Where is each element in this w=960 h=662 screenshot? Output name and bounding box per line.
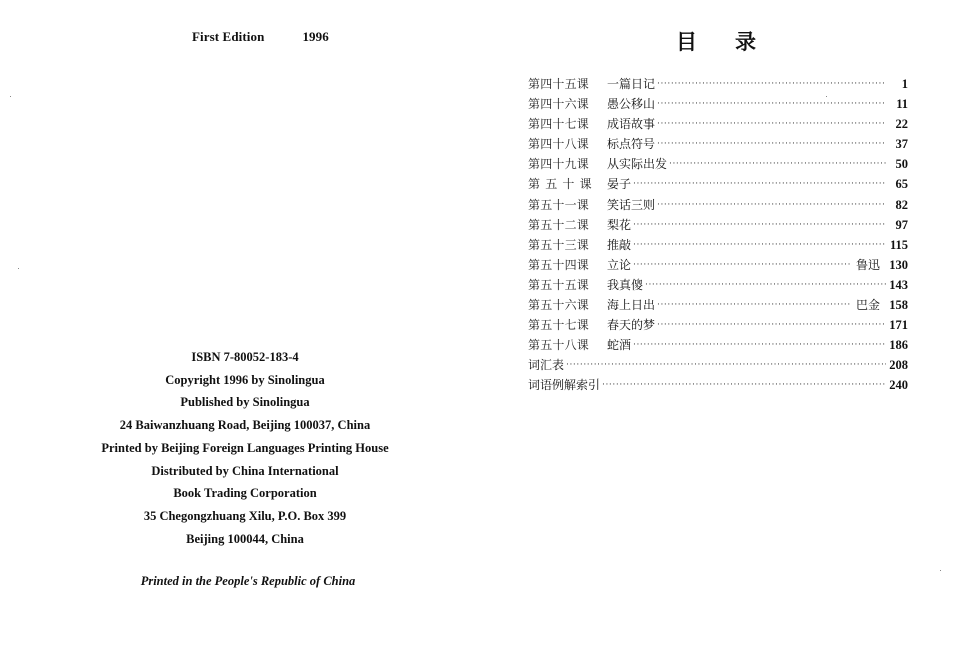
section-title: 词语例解索引 [528,378,601,393]
lesson-number: 第五十七课 [528,318,590,333]
toc-entry[interactable] [528,196,908,216]
page-number: 97 [895,217,908,232]
leader-dots [633,260,850,270]
section-title: 词汇表 [528,358,565,373]
leader-dots [669,159,886,169]
page-number: 240 [889,378,908,393]
toc-heading: 目录 [676,30,794,54]
edition-label: First Edition [192,29,265,44]
leader-dots [566,360,886,370]
printer-line: Printed by Beijing Foreign Languages Printing House [101,440,389,455]
publisher-line: Published by Sinolingua [180,395,310,410]
lesson-number: 第五十一课 [528,197,590,212]
distributor-line: Distributed by China International [151,463,339,478]
lesson-number: 第四十九课 [528,157,590,172]
lesson-title: 梨花 [607,217,632,232]
lesson-title: 我真傻 [607,277,644,292]
page-number: 171 [889,318,908,333]
toc-entry[interactable] [528,236,908,256]
scan-speck [940,570,941,571]
edition-year: 1996 [302,29,329,44]
lesson-number: 第五十三课 [528,237,590,252]
lesson-title: 成语故事 [607,117,656,132]
toc-entry[interactable] [528,135,908,155]
toc-entry[interactable] [528,115,908,135]
contents-page [480,0,960,662]
leader-dots [657,139,886,149]
page-number: 37 [895,137,908,152]
page-number: 22 [895,117,908,132]
page-number: 11 [896,97,908,112]
lesson-title: 蛇酒 [607,338,632,353]
lesson-number: 第五十六课 [528,298,590,313]
scan-speck [10,96,11,97]
leader-dots [633,240,886,250]
leader-dots [633,179,886,189]
toc-entry[interactable] [528,316,908,336]
leader-dots [645,280,886,290]
lesson-title: 春天的梦 [607,318,656,333]
scan-speck [18,268,19,269]
lesson-number: 第五十课 [528,177,597,192]
leader-dots [657,99,886,109]
lesson-title: 晏子 [607,177,632,192]
page-number: 115 [889,237,908,252]
distributor-name: Book Trading Corporation [173,486,317,501]
toc-entry-index[interactable] [528,376,908,396]
imprint-block [100,346,390,550]
lesson-title: 笑话三则 [607,197,656,212]
page-number: 130 [889,257,908,272]
lesson-number: 第四十六课 [528,97,590,112]
toc-entry[interactable] [528,175,908,195]
leader-dots [602,380,886,390]
lesson-number: 第五十四课 [528,257,590,272]
page-number: 208 [889,358,908,373]
lesson-number: 第四十七课 [528,117,590,132]
toc-entry[interactable] [528,276,908,296]
leader-dots [657,300,850,310]
table-of-contents [528,75,908,397]
distributor-city: Beijing 100044, China [186,531,304,546]
copyright-line: Copyright 1996 by Sinolingua [165,372,325,387]
leader-dots [657,200,886,210]
toc-entry[interactable] [528,95,908,115]
lesson-number: 第五十八课 [528,338,590,353]
toc-entry[interactable] [528,336,908,356]
lesson-number: 第五十五课 [528,277,590,292]
lesson-title: 推敲 [607,237,632,252]
leader-dots [657,79,886,89]
leader-dots [633,220,886,230]
edition-line [192,29,329,45]
lesson-number: 第四十五课 [528,77,590,91]
leader-dots [657,320,886,330]
page-number: 143 [889,277,908,292]
page-number: 82 [895,197,908,212]
toc-entry[interactable] [528,296,908,316]
lesson-title: 海上日出 [607,298,656,313]
toc-entry[interactable] [528,155,908,175]
author-name: 鲁迅 [855,257,880,272]
toc-entry[interactable] [528,216,908,236]
page-number: 65 [895,177,908,192]
leader-dots [633,340,886,350]
distributor-address: 35 Chegongzhuang Xilu, P.O. Box 399 [143,508,347,523]
author-name: 巴金 [855,298,880,313]
printed-in-line: Printed in the People's Republic of China [140,574,356,588]
lesson-title: 愚公移山 [607,97,656,112]
toc-entry-glossary[interactable] [528,356,908,376]
leader-dots [657,119,886,129]
page-number: 186 [889,338,908,353]
page-number: 50 [895,157,908,172]
lesson-title: 从实际出发 [607,157,668,172]
lesson-title: 标点符号 [607,137,656,152]
toc-entry[interactable] [528,75,908,95]
toc-entry[interactable] [528,256,908,276]
page-number: 1 [901,77,908,91]
lesson-title: 立论 [607,257,632,272]
lesson-title: 一篇日记 [607,77,656,91]
lesson-number: 第五十二课 [528,217,590,232]
scan-speck [826,96,827,97]
isbn: ISBN 7-80052-183-4 [191,350,299,364]
publisher-address: 24 Baiwanzhuang Road, Beijing 100037, China [119,418,371,433]
lesson-number: 第四十八课 [528,137,590,152]
page-number: 158 [889,298,908,313]
